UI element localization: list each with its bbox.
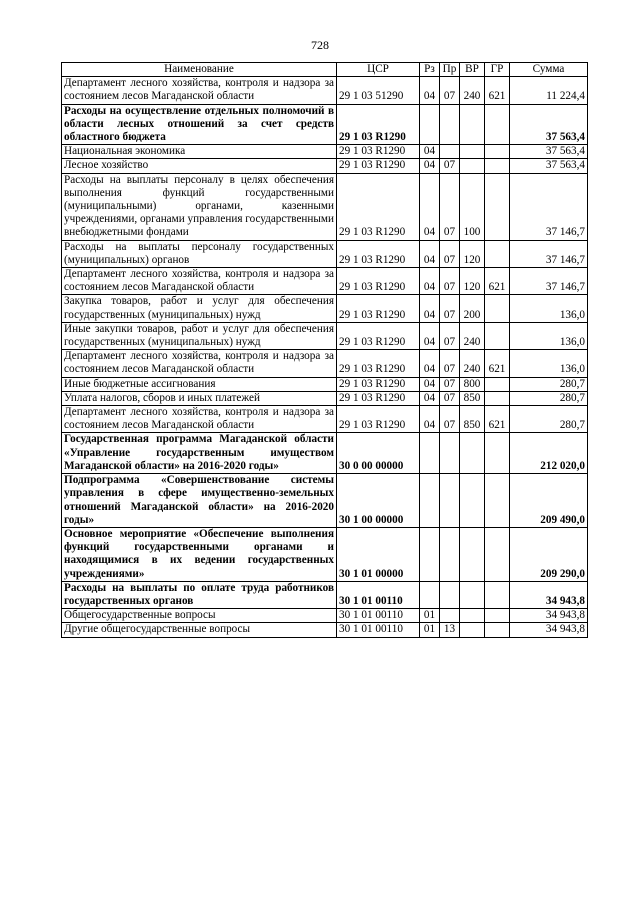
row-gr-cell	[485, 377, 510, 391]
row-rz-cell: 04	[420, 268, 440, 295]
row-gr-cell	[485, 295, 510, 322]
row-rz-cell: 04	[420, 377, 440, 391]
row-rz-cell	[420, 474, 440, 528]
row-csr-cell: 30 1 01 00110	[337, 623, 420, 637]
row-gr-cell: 621	[485, 77, 510, 104]
row-csr-cell: 29 1 03 R1290	[337, 322, 420, 349]
row-csr-cell: 30 0 00 00000	[337, 433, 420, 474]
row-pr-cell: 07	[440, 173, 460, 240]
row-pr-cell	[440, 104, 460, 145]
row-sum-cell: 136,0	[510, 350, 588, 377]
row-vr-cell	[460, 104, 485, 145]
row-name-cell: Основное мероприятие «Обеспечение выполнения функций государственными органами и находящимися в их ведении государственных учреждениями»	[62, 527, 337, 581]
row-sum-cell: 37 146,7	[510, 240, 588, 267]
table-row	[62, 474, 588, 528]
row-name-cell: Иные закупки товаров, работ и услуг для обеспечения государственных (муниципальных) нужд	[62, 322, 337, 349]
table-row	[62, 377, 588, 391]
row-rz-cell: 04	[420, 173, 440, 240]
row-vr-cell: 200	[460, 295, 485, 322]
row-vr-cell	[460, 581, 485, 608]
row-pr-cell: 07	[440, 377, 460, 391]
row-gr-cell	[485, 104, 510, 145]
row-csr-cell: 29 1 03 R1290	[337, 159, 420, 173]
table-row	[62, 268, 588, 295]
row-rz-cell: 04	[420, 295, 440, 322]
row-pr-cell: 07	[440, 322, 460, 349]
row-csr-cell: 29 1 03 R1290	[337, 295, 420, 322]
row-rz-cell: 04	[420, 322, 440, 349]
table-row	[62, 527, 588, 581]
budget-table	[61, 62, 588, 638]
row-name-cell: Расходы на выплаты персоналу государственных (муниципальных) органов	[62, 240, 337, 267]
row-name-cell: Расходы на выплаты персоналу в целях обеспечения выполнения функций государственными (муниципальными) органами, казенными учреждениями, органами управления государственными внебюджетными фондами	[62, 173, 337, 240]
row-rz-cell	[420, 104, 440, 145]
row-csr-cell: 30 1 00 00000	[337, 474, 420, 528]
row-vr-cell	[460, 474, 485, 528]
row-csr-cell: 29 1 03 R1290	[337, 173, 420, 240]
row-csr-cell: 29 1 03 R1290	[337, 391, 420, 405]
row-sum-cell: 37 563,4	[510, 159, 588, 173]
row-vr-cell	[460, 145, 485, 159]
header-sum: Сумма	[510, 63, 588, 77]
row-rz-cell: 04	[420, 391, 440, 405]
row-sum-cell: 280,7	[510, 406, 588, 433]
row-name-cell: Государственная программа Магаданской области «Управление государственным имуществом Магаданской области» на 2016-2020 годы»	[62, 433, 337, 474]
row-rz-cell: 04	[420, 159, 440, 173]
row-pr-cell: 07	[440, 350, 460, 377]
row-csr-cell: 29 1 03 R1290	[337, 240, 420, 267]
row-csr-cell: 29 1 03 R1290	[337, 104, 420, 145]
row-gr-cell: 621	[485, 350, 510, 377]
row-sum-cell: 136,0	[510, 295, 588, 322]
row-name-cell: Закупка товаров, работ и услуг для обеспечения государственных (муниципальных) нужд	[62, 295, 337, 322]
row-gr-cell	[485, 159, 510, 173]
table-row	[62, 295, 588, 322]
table-body	[62, 77, 588, 637]
row-csr-cell: 30 1 01 00000	[337, 527, 420, 581]
row-vr-cell	[460, 527, 485, 581]
row-sum-cell: 209 490,0	[510, 474, 588, 528]
row-gr-cell	[485, 240, 510, 267]
header-pr: Пр	[440, 63, 460, 77]
row-name-cell: Иные бюджетные ассигнования	[62, 377, 337, 391]
row-vr-cell	[460, 159, 485, 173]
row-rz-cell: 04	[420, 145, 440, 159]
row-rz-cell: 01	[420, 623, 440, 637]
row-sum-cell: 34 943,8	[510, 581, 588, 608]
row-csr-cell: 29 1 03 R1290	[337, 268, 420, 295]
row-sum-cell: 280,7	[510, 391, 588, 405]
row-gr-cell: 621	[485, 406, 510, 433]
row-gr-cell	[485, 474, 510, 528]
row-sum-cell: 136,0	[510, 322, 588, 349]
row-csr-cell: 30 1 01 00110	[337, 581, 420, 608]
row-csr-cell: 29 1 03 R1290	[337, 145, 420, 159]
table-row	[62, 322, 588, 349]
row-vr-cell: 240	[460, 77, 485, 104]
row-sum-cell: 34 943,8	[510, 623, 588, 637]
row-sum-cell: 37 146,7	[510, 268, 588, 295]
row-gr-cell	[485, 581, 510, 608]
row-vr-cell	[460, 433, 485, 474]
row-pr-cell	[440, 581, 460, 608]
row-csr-cell: 30 1 01 00110	[337, 609, 420, 623]
row-pr-cell	[440, 527, 460, 581]
row-pr-cell: 07	[440, 406, 460, 433]
row-gr-cell	[485, 527, 510, 581]
table-row	[62, 104, 588, 145]
row-name-cell: Расходы на выплаты по оплате труда работников государственных органов	[62, 581, 337, 608]
row-sum-cell: 37 563,4	[510, 145, 588, 159]
row-name-cell: Национальная экономика	[62, 145, 337, 159]
row-gr-cell	[485, 173, 510, 240]
header-csr: ЦСР	[337, 63, 420, 77]
row-csr-cell: 29 1 03 R1290	[337, 377, 420, 391]
row-rz-cell: 04	[420, 406, 440, 433]
row-name-cell: Департамент лесного хозяйства, контроля и надзора за состоянием лесов Магаданской области	[62, 77, 337, 104]
row-rz-cell	[420, 581, 440, 608]
row-gr-cell	[485, 609, 510, 623]
row-name-cell: Департамент лесного хозяйства, контроля и надзора за состоянием лесов Магаданской области	[62, 350, 337, 377]
row-gr-cell	[485, 433, 510, 474]
table-row	[62, 609, 588, 623]
row-name-cell: Другие общегосударственные вопросы	[62, 623, 337, 637]
row-name-cell: Подпрограмма «Совершенствование системы управления в сфере имущественно-земельных отношений Магаданской области» на 2016-2020 годы»	[62, 474, 337, 528]
row-vr-cell: 100	[460, 173, 485, 240]
header-vr: ВР	[460, 63, 485, 77]
table-row	[62, 406, 588, 433]
row-pr-cell	[440, 474, 460, 528]
row-rz-cell: 04	[420, 77, 440, 104]
row-name-cell: Лесное хозяйство	[62, 159, 337, 173]
row-name-cell: Уплата налогов, сборов и иных платежей	[62, 391, 337, 405]
row-pr-cell	[440, 433, 460, 474]
row-vr-cell	[460, 623, 485, 637]
row-vr-cell: 120	[460, 268, 485, 295]
row-pr-cell: 07	[440, 268, 460, 295]
row-gr-cell: 621	[485, 268, 510, 295]
table-row	[62, 159, 588, 173]
page-number: 728	[311, 38, 329, 52]
row-gr-cell	[485, 322, 510, 349]
table-row	[62, 623, 588, 637]
row-gr-cell	[485, 391, 510, 405]
row-vr-cell: 850	[460, 406, 485, 433]
row-vr-cell: 120	[460, 240, 485, 267]
row-vr-cell: 240	[460, 322, 485, 349]
row-sum-cell: 37 563,4	[510, 104, 588, 145]
row-gr-cell	[485, 623, 510, 637]
row-pr-cell	[440, 609, 460, 623]
row-sum-cell: 212 020,0	[510, 433, 588, 474]
row-sum-cell: 37 146,7	[510, 173, 588, 240]
table-row	[62, 77, 588, 104]
table-header-row	[62, 63, 588, 77]
row-name-cell: Общегосударственные вопросы	[62, 609, 337, 623]
row-rz-cell: 01	[420, 609, 440, 623]
row-vr-cell: 850	[460, 391, 485, 405]
row-vr-cell: 240	[460, 350, 485, 377]
table-row	[62, 581, 588, 608]
row-pr-cell: 13	[440, 623, 460, 637]
table-row	[62, 145, 588, 159]
row-pr-cell	[440, 145, 460, 159]
row-pr-cell: 07	[440, 159, 460, 173]
row-csr-cell: 29 1 03 R1290	[337, 350, 420, 377]
row-name-cell: Департамент лесного хозяйства, контроля и надзора за состоянием лесов Магаданской области	[62, 406, 337, 433]
row-vr-cell	[460, 609, 485, 623]
row-csr-cell: 29 1 03 R1290	[337, 406, 420, 433]
row-rz-cell	[420, 527, 440, 581]
row-pr-cell: 07	[440, 77, 460, 104]
table-row	[62, 240, 588, 267]
row-sum-cell: 209 290,0	[510, 527, 588, 581]
row-csr-cell: 29 1 03 51290	[337, 77, 420, 104]
table-row	[62, 173, 588, 240]
row-name-cell: Расходы на осуществление отдельных полномочий в области лесных отношений за счет средств областного бюджета	[62, 104, 337, 145]
row-pr-cell: 07	[440, 240, 460, 267]
row-pr-cell: 07	[440, 295, 460, 322]
row-rz-cell	[420, 433, 440, 474]
table-row	[62, 391, 588, 405]
row-sum-cell: 11 224,4	[510, 77, 588, 104]
header-rz: Рз	[420, 63, 440, 77]
row-name-cell: Департамент лесного хозяйства, контроля и надзора за состоянием лесов Магаданской области	[62, 268, 337, 295]
row-gr-cell	[485, 145, 510, 159]
table-row	[62, 433, 588, 474]
header-gr: ГР	[485, 63, 510, 77]
header-name: Наименование	[62, 63, 337, 77]
table-row	[62, 350, 588, 377]
row-rz-cell: 04	[420, 350, 440, 377]
row-pr-cell: 07	[440, 391, 460, 405]
row-rz-cell: 04	[420, 240, 440, 267]
row-vr-cell: 800	[460, 377, 485, 391]
row-sum-cell: 34 943,8	[510, 609, 588, 623]
row-sum-cell: 280,7	[510, 377, 588, 391]
